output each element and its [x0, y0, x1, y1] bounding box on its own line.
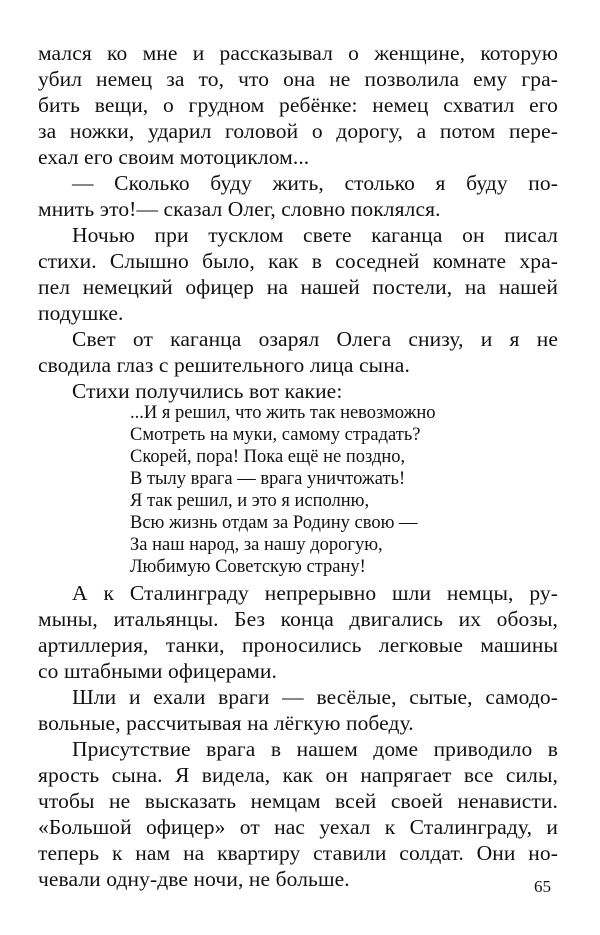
text-line: Ночью при тусклом свете каганца он писал — [72, 223, 558, 247]
text-line: вольные, рассчитывая на лёгкую победу. — [38, 711, 414, 735]
verse-line: В тылу врага — врага уничтожать! — [130, 469, 406, 489]
text-line: теперь к нам на квартиру ставили солдат. Они но- — [38, 841, 558, 865]
text-line: за ножки, ударил головой о дорогу, а потом пере- — [38, 119, 558, 143]
verse-line: Всю жизнь отдам за Родину свою — — [130, 513, 418, 533]
verse-line: Смотреть на муки, самому страдать? — [130, 425, 421, 445]
text-line: мнить это!— сказал Олег, словно поклялся. — [38, 197, 441, 221]
text-line: Шли и ехали враги — весёлые, сытые, самодо- — [72, 685, 558, 709]
text-line: чевали одну-две ночи, не больше. — [38, 867, 350, 891]
text-line: мался ко мне и рассказывал о женщине, которую — [38, 41, 558, 65]
text-line: — Сколько буду жить, столько я буду по- — [72, 171, 558, 195]
verse-line: Скорей, пора! Пока ещё не поздно, — [130, 447, 406, 467]
text-line: сводила глаз с решительного лица сына. — [38, 353, 410, 377]
text-line: пел немецкий офицер на нашей постели, на нашей — [38, 275, 558, 299]
verse-line: ...И я решил, что жить так невозможно — [130, 403, 436, 423]
text-line: А к Сталинграду непрерывно шли немцы, ру- — [72, 581, 558, 605]
text-line: Стихи получились вот какие: — [72, 379, 343, 403]
verse-line: Я так решил, и это я исполню, — [130, 491, 370, 511]
verse-line: Любимую Советскую страну! — [130, 557, 366, 577]
text-line: Свет от каганца озарял Олега снизу, и я не — [72, 327, 558, 351]
text-line: стихи. Слышно было, как в соседней комнате хра- — [38, 249, 558, 273]
text-line: мыны, итальянцы. Без конца двигались их обозы, — [38, 607, 558, 631]
text-line: артиллерия, танки, проносились легковые машины — [38, 633, 558, 657]
text-line: бить вещи, о грудном ребёнке: немец схватил его — [38, 93, 558, 117]
text-line: Присутствие врага в нашем доме приводило в — [72, 737, 558, 761]
text-line: со штабными офицерами. — [38, 659, 278, 683]
text-line: убил немец за то, что она не позволила ему гра- — [38, 67, 558, 91]
verse-line: За наш народ, за нашу дорогую, — [130, 535, 383, 555]
text-line: ярость сына. Я видела, как он напрягает все силы, — [38, 763, 558, 787]
text-line: подушке. — [38, 301, 124, 325]
text-line: «Большой офицер» от нас уехал к Сталинграду, и — [38, 815, 558, 839]
page-number: 65 — [534, 877, 551, 896]
text-line: ехал его своим мотоциклом... — [38, 145, 310, 169]
text-line: чтобы не высказать немцам всей своей ненависти. — [38, 789, 558, 813]
